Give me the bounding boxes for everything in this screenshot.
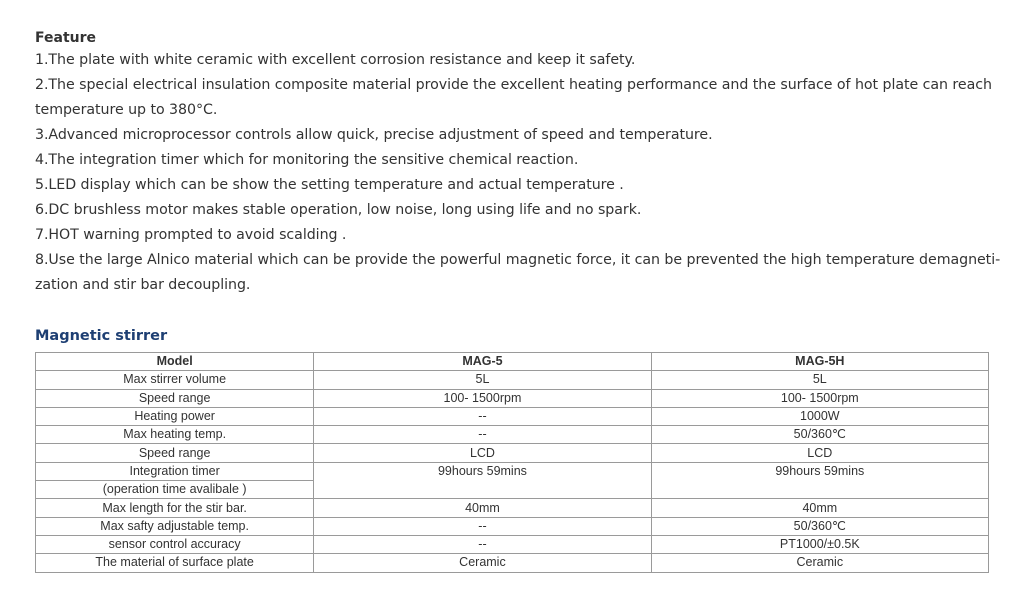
feature-line: 2.The special electrical insulation composite material provide the excellent heating performance and the surface of hot plate can reach [35,77,992,93]
cell-mag-5: Ceramic [314,554,651,572]
cell-mag-5: 40mm [314,499,651,517]
table-row [36,407,989,425]
column-header-mag-5h: MAG-5H [651,353,988,371]
feature-line: 1.The plate with white ceramic with excellent corrosion resistance and keep it safety. [35,52,636,68]
row-label: (operation time avalibale ) [36,481,314,499]
table-header-row [36,353,989,371]
cell-mag-5: -- [314,535,651,553]
cell-mag-5h: 100- 1500rpm [651,389,988,407]
row-label: Max length for the stir bar. [36,499,314,517]
cell-mag-5h: 50/360℃ [651,426,988,444]
cell-mag-5: -- [314,426,651,444]
row-label: sensor control accuracy [36,535,314,553]
cell-mag-5h: Ceramic [651,554,988,572]
feature-line: 3.Advanced microprocessor controls allow quick, precise adjustment of speed and temperature. [35,127,713,143]
feature-heading: Feature [35,30,96,46]
feature-line: 7.HOT warning prompted to avoid scalding . [35,227,347,243]
spec-table-title: Magnetic stirrer [35,328,168,344]
column-header-model: Model [36,353,314,371]
feature-line: 8.Use the large Alnico material which can be provide the powerful magnetic force, it can be prevented the high temperature demagneti- [35,252,1001,268]
table-row [36,517,989,535]
row-label: Max stirrer volume [36,371,314,389]
cell-mag-5h: 40mm [651,499,988,517]
row-label: Speed range [36,389,314,407]
table-row [36,371,989,389]
cell-mag-5: -- [314,517,651,535]
feature-line: zation and stir bar decoupling. [35,277,251,293]
cell-mag-5h: 1000W [651,407,988,425]
table-row [36,426,989,444]
cell-mag-5: 100- 1500rpm [314,389,651,407]
cell-mag-5: LCD [314,444,651,462]
table-row [36,499,989,517]
table-row [36,554,989,572]
cell-mag-5: 5L [314,371,651,389]
cell-mag-5h: PT1000/±0.5K [651,535,988,553]
table-row [36,389,989,407]
feature-line: 6.DC brushless motor makes stable operation, low noise, long using life and no spark. [35,202,642,218]
row-label: Integration timer [36,462,314,480]
row-label: Heating power [36,407,314,425]
cell-mag-5h: 50/360℃ [651,517,988,535]
row-label: The material of surface plate [36,554,314,572]
row-label: Max heating temp. [36,426,314,444]
spec-table [35,352,989,573]
feature-section [35,28,1001,298]
column-header-mag-5: MAG-5 [314,353,651,371]
feature-line: 5.LED display which can be show the setting temperature and actual temperature . [35,177,624,193]
table-row [36,462,989,480]
row-label: Max safty adjustable temp. [36,517,314,535]
feature-line: temperature up to 380°C. [35,102,218,118]
cell-mag-5h: LCD [651,444,988,462]
cell-mag-5h: 5L [651,371,988,389]
table-row [36,535,989,553]
feature-line: 4.The integration timer which for monitoring the sensitive chemical reaction. [35,152,579,168]
row-label: Speed range [36,444,314,462]
cell-mag-5: -- [314,407,651,425]
cell-mag-5h: 99hours 59mins [651,462,988,499]
cell-mag-5: 99hours 59mins [314,462,651,499]
table-row [36,444,989,462]
